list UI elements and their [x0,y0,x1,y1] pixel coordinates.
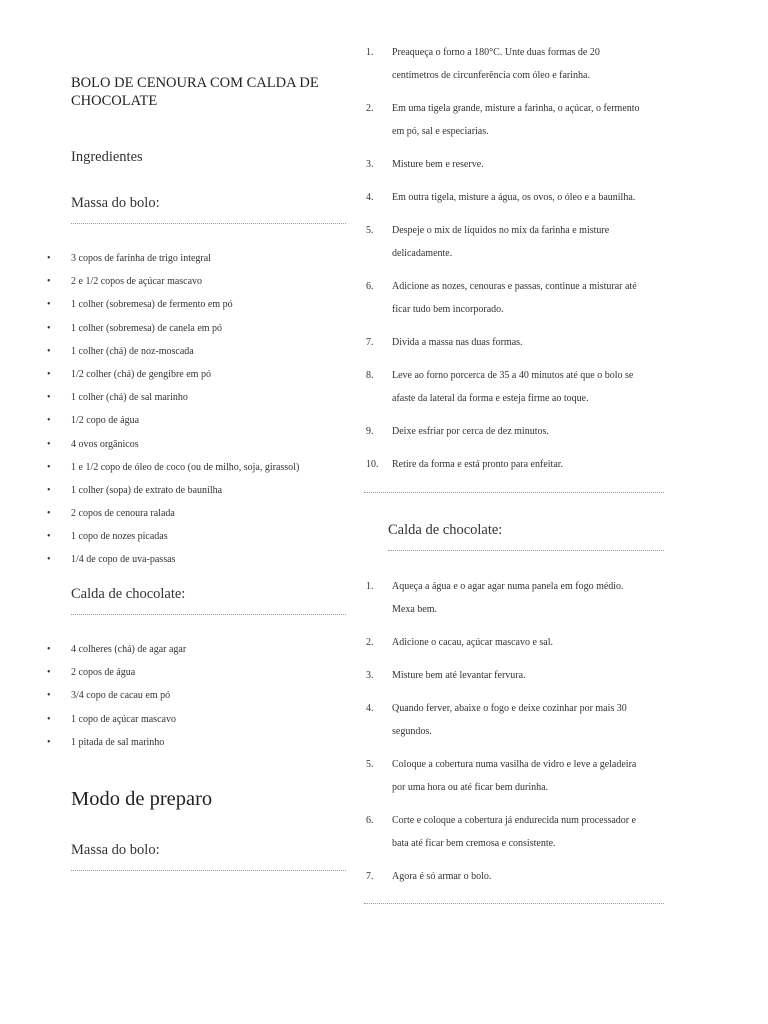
steps-calda-list [366,575,666,898]
list-item: • 1 colher (sobremesa) de canela em pó [0,317,299,340]
step-number: 2. [366,637,374,648]
step-text: Preaqueça o forno a 180°C. Unte duas formas de 20 [392,47,600,58]
step-text: Adicione o cacau, açúcar mascavo e sal. [392,637,554,648]
modo-calda-heading: Calda de chocolate: [388,522,503,538]
step-number: 7. [366,871,374,882]
list-item: • 1 e 1/2 copo de óleo de coco (ou de milho, soja, girassol) [0,456,299,479]
step-text: Misture bem até levantar fervura. [392,670,526,681]
bullet-icon: • [47,484,51,496]
list-item: • 1/2 colher (chá) de gengibre em pó [0,363,299,386]
step-text: ficar tudo bem incorporado. [392,304,504,315]
list-item: • 3/4 copo de cacau em pó [0,684,186,707]
step-text: Deixe esfriar por cerca de dez minutos. [392,426,549,437]
step-text: em pó, sal e especiarias. [392,126,489,137]
step-number: 6. [366,815,374,826]
step-number: 3. [366,670,374,681]
bullet-icon: • [47,345,51,357]
step-item [366,97,666,143]
step-text: Agora é só armar o bolo. [392,871,492,882]
bullet-icon: • [47,690,51,702]
step-number: 2. [366,103,374,114]
ingredients-calda-list [0,638,186,754]
list-item: • 1 colher (chá) de noz-moscada [0,340,299,363]
step-number: 9. [366,426,374,437]
bullet-icon: • [47,276,51,288]
list-item: • 4 colheres (chá) de agar agar [0,638,186,661]
step-item [366,275,666,321]
step-item [366,631,666,654]
list-item: • 2 copos de cenoura ralada [0,502,299,525]
modo-massa-heading: Massa do bolo: [71,842,160,858]
bullet-icon: • [47,736,51,748]
step-number: 5. [366,225,374,236]
step-item [366,219,666,265]
list-item: • 2 copos de água [0,661,186,684]
bullet-icon: • [47,667,51,679]
step-item [366,575,666,621]
list-item: • 2 e 1/2 copos de açúcar mascavo [0,270,299,293]
ingredients-heading: Ingredientes [71,149,143,165]
bullet-icon: • [47,644,51,655]
divider [364,492,664,493]
step-number: 1. [366,581,374,592]
step-number: 4. [366,703,374,714]
list-item: • 1 pitada de sal marinho [0,731,186,754]
bullet-icon: • [47,554,51,566]
step-text: Misture bem e reserve. [392,159,484,170]
divider [364,903,664,904]
divider [71,223,346,224]
step-text: Despeje o mix de líquidos no mix da farinha e misture [392,225,610,236]
step-number: 3. [366,159,374,170]
bullet-icon: • [47,368,51,380]
bullet-icon: • [47,392,51,404]
step-text: centímetros de circunferência com óleo e farinha. [392,70,590,81]
bullet-icon: • [47,438,51,450]
list-item: • 3 copos de farinha de trigo integral [0,247,299,270]
step-text: segundos. [392,726,432,737]
step-text: Quando ferver, abaixe o fogo e deixe cozinhar por mais 30 [392,703,627,714]
step-text: Corte e coloque a cobertura já endurecida num processador e [392,815,637,826]
step-number: 4. [366,192,374,203]
bullet-icon: • [47,531,51,543]
step-text: afaste da lateral da forma e esteja firme ao toque. [392,393,589,404]
step-text: Aqueça a água e o agar agar numa panela em fogo médio. [392,581,624,592]
list-item: • 1 colher (sobremesa) de fermento em pó [0,293,299,316]
step-item [366,420,666,443]
step-number: 1. [366,47,374,58]
step-number: 7. [366,337,374,348]
step-item [366,809,666,855]
step-item [366,364,666,410]
list-item: • 1 copo de nozes picadas [0,525,299,548]
step-text: Divida a massa nas duas formas. [392,337,523,348]
step-item [366,153,666,176]
step-text: Coloque a cobertura numa vasilha de vidro e leve a geladeira [392,759,637,770]
ingredients-massa-list [0,247,299,572]
step-item [366,186,666,209]
step-text: Mexa bem. [392,604,437,615]
step-item [366,664,666,687]
step-text: Em uma tigela grande, misture a farinha, o açúcar, o fermento [392,103,640,114]
modo-de-preparo-heading: Modo de preparo [71,788,213,810]
divider [71,870,346,871]
bullet-icon: • [47,322,51,334]
step-text: Adicione as nozes, cenouras e passas, continue a misturar até [392,281,637,292]
step-item [366,453,666,476]
calda-heading: Calda de chocolate: [71,586,186,602]
step-text: Leve ao forno porcerca de 35 a 40 minutos até que o bolo se [392,370,634,381]
step-item [366,865,666,888]
step-number: 6. [366,281,374,292]
list-item: • 1 colher (sopa) de extrato de baunilha [0,479,299,502]
massa-heading: Massa do bolo: [71,195,160,211]
list-item: • 1/4 de copo de uva-passas [0,548,299,571]
step-item [366,41,666,87]
list-item: • 4 ovos orgânicos [0,433,299,456]
step-text: Retire da forma e está pronto para enfeitar. [392,459,564,470]
list-item: • 1/2 copo de água [0,409,299,432]
step-text: bata até ficar bem cremosa e consistente. [392,838,556,849]
list-item: • 1 copo de açúcar mascavo [0,708,186,731]
step-number: 8. [366,370,374,381]
divider [388,550,664,551]
step-text: Em outra tigela, misture a água, os ovos, o óleo e a baunilha. [392,192,636,203]
bullet-icon: • [47,713,51,725]
bullet-icon: • [47,253,51,264]
step-item [366,697,666,743]
divider [71,614,346,615]
bullet-icon: • [47,415,51,427]
step-text: delicadamente. [392,248,453,259]
step-text: por uma hora ou até ficar bem durinha. [392,782,549,793]
steps-massa-list [366,41,666,486]
bullet-icon: • [47,299,51,311]
recipe-title: BOLO DE CENOURA COM CALDA DE CHOCOLATE [71,75,319,109]
step-number: 5. [366,759,374,770]
bullet-icon: • [47,461,51,473]
step-number: 10. [366,459,379,470]
step-item [366,753,666,799]
step-item [366,331,666,354]
bullet-icon: • [47,508,51,520]
list-item: • 1 colher (chá) de sal marinho [0,386,299,409]
